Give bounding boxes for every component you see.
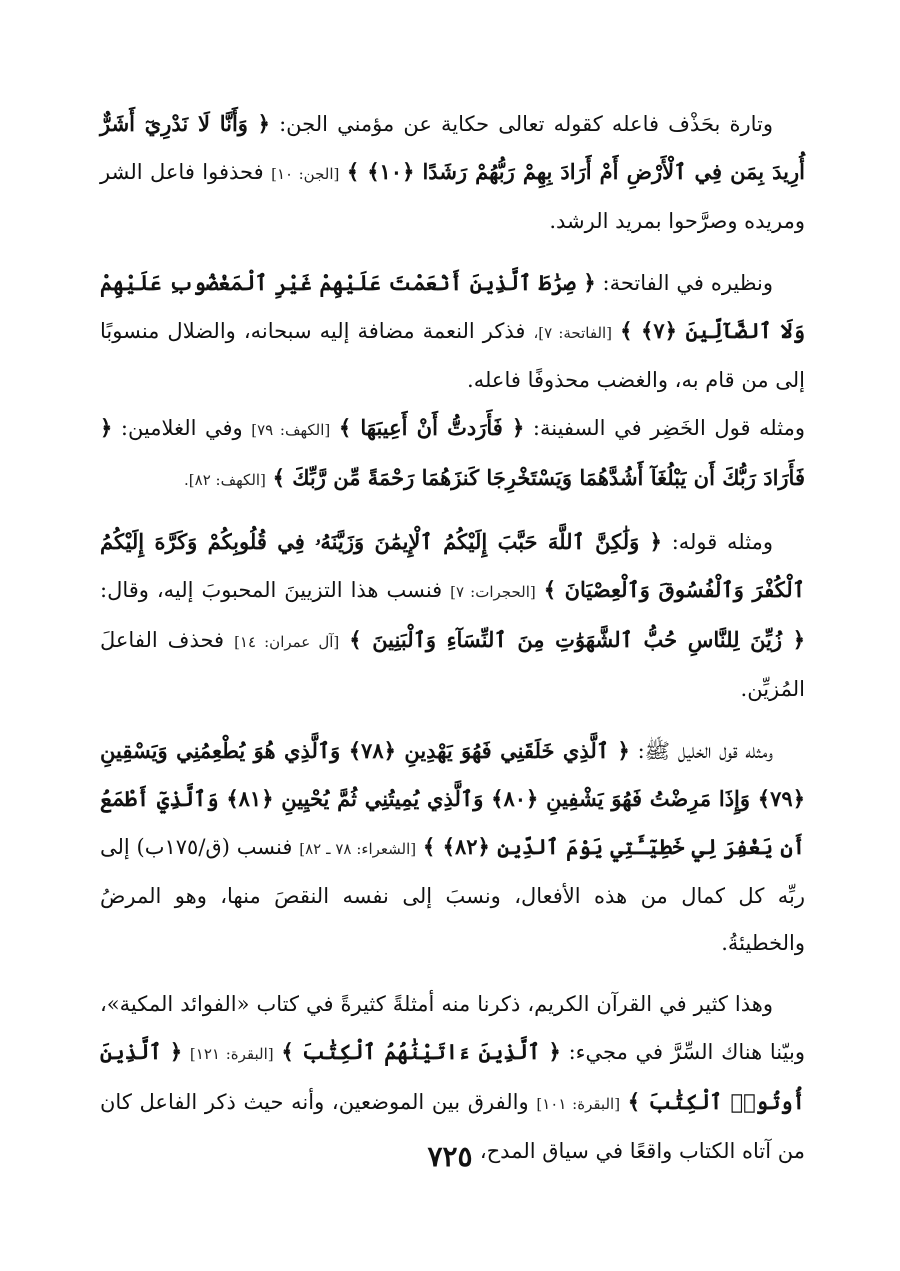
quran-quote: ﴿ زُيِّنَ لِلنَّاسِ حُبُّ ٱلشَّهَوَٰتِ مِنَ ٱلنِّسَآءِ وَٱلْبَنِينَ ﴾ [349,627,806,652]
text: ومثله قول الخَضِر في السفينة: [532,416,805,440]
text: ومثله قول الخليل ﷺ: [637,739,773,763]
paragraph-1 [100,100,805,245]
quran-quote: ﴿ ٱلَّذِي خَلَقَنِي فَهُوَ يَهْدِينِ ﴿٧٨﴾ وَٱلَّذِي هُوَ يُطْعِمُنِي وَيَسْقِينِ ﴿٧٩﴾ وَإِذَا مَرِضْتُ فَهُوَ يَشْفِينِ ﴿٨٠﴾ وَٱلَّذِي يُمِيتُنِي ثُمَّ يُحْيِينِ ﴿٨١﴾ وَٱلَّذِيٓ أَطْمَعُ أَن يَغْفِرَ لِي خَطِيٓـَٔتِي يَوْمَ ٱلدِّينِ ﴿٨٢﴾ ﴾ [100,738,806,859]
verse-reference: [الفاتحة: ٧]، [533,324,613,342]
verse-reference: [البقرة: ١٠١] [536,1095,621,1113]
text: فنسب هذا التزيينَ المحبوبَ إليه، وقال: [100,578,443,602]
verse-reference: [الكهف: ٧٩] [251,421,331,439]
page-body [100,100,805,1175]
quran-quote: ﴿ وَأَنَّا لَا نَدْرِيٓ أَشَرٌّ أُرِيدَ بِمَن فِي ٱلْأَرْضِ أَمْ أَرَادَ بِهِمْ رَبُّهُمْ رَشَدًا ﴿١٠﴾ ﴾ [100,111,805,184]
text: فحذف الفاعلَ المُزيِّن. [100,628,805,701]
text: (ق/١٧٥ب) إلى ربِّه كل كمال من هذه الأفعال، ونسبَ إلى نفسه النقصَ منها، وهو المرضُ والخطيئةُ. [100,835,805,955]
paragraph-4 [100,518,805,713]
verse-reference: [الجن: ١٠] [271,165,340,183]
quran-quote: ﴿ فَأَرَدتُّ أَنْ أَعِيبَهَا ﴾ [338,415,525,440]
text: وهذا كثير في القرآن الكريم، ذكرنا منه أمثلةً كثيرةً في كتاب «الفوائد المكية»، وبيّنا هناك السِّرَّ في مجيء: [100,992,805,1064]
text: فحذفوا فاعل الشر ومريده وصرَّحوا بمريد الرشد. [100,160,805,233]
quran-quote: ﴿ ٱلَّذِينَ أُوتُوا۟ ٱلْكِتَٰبَ ﴾ [100,1039,805,1114]
verse-reference: [الشعراء: ٧٨ ـ ٨٢] [299,840,417,858]
text: وتارة بحَذْف فاعله كقوله تعالى حكاية عن مؤمني الجن: [279,112,773,136]
quran-quote: ﴿ وَلَٰكِنَّ ٱللَّهَ حَبَّبَ إِلَيْكُمُ ٱلْإِيمَٰنَ وَزَيَّنَهُۥ فِي قُلُوبِكُمْ وَكَرَّهَ إِلَيْكُمُ ٱلْكُفْرَ وَٱلْفُسُوقَ وَٱلْعِصْيَانَ ﴾ [100,529,805,602]
paragraph-3 [100,404,805,504]
quran-quote: ﴿ ٱلَّذِينَ ءَاتَيْنَٰهُمُ ٱلْكِتَٰبَ ﴾ [281,1039,561,1064]
quran-quote: ﴿ فَأَرَادَ رَبُّكَ أَن يَبْلُغَآ أَشُدَّهُمَا وَيَسْتَخْرِجَا كَنزَهُمَا رَحْمَةً مِّن رَّبِّكَ ﴾ [100,415,805,490]
verse-reference: [الكهف: ٨٢]. [184,471,266,489]
text: وفي الغلامين: [120,416,243,440]
text: ومثله قوله: [671,530,773,554]
text: فنسب [236,835,293,859]
paragraph-5 [100,727,805,967]
quran-quote: ﴿ صِرَٰطَ ٱلَّذِينَ أَنْعَمْتَ عَلَيْهِمْ غَيْرِ ٱلْمَغْضُوبِ عَلَيْهِمْ وَلَا ٱلضَّآلِّينَ ﴿٧﴾ ﴾ [100,270,806,343]
text: ونظيره في الفاتحة: [602,271,773,295]
verse-reference: [الحجرات: ٧] [450,583,536,601]
text: والفرق بين الموضعين، وأنه حيث ذكر الفاعل كان من آتاه الكتاب واقعًا في سياق المدح، [100,1090,805,1163]
verse-reference: [البقرة: ١٢١] [189,1045,274,1063]
paragraph-2 [100,259,805,404]
text: فذكر النعمة مضافة إليه سبحانه، والضلال منسوبًا إلى من قام به، والغضب محذوفًا فاعله. [100,319,805,392]
page-number: ٧٢٥ [427,1140,473,1173]
verse-reference: [آل عمران: ١٤] [234,633,340,651]
